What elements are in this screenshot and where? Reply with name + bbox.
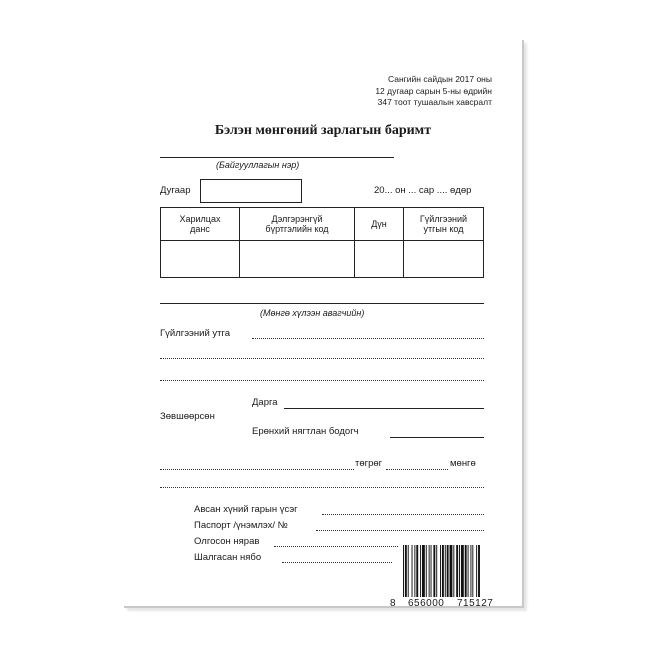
amount-mongo-label: мөнгө bbox=[450, 458, 476, 469]
signature-passport-label: Паспорт /үнэмлэх/ № bbox=[194, 520, 288, 531]
barcode-group-1: 656000 bbox=[408, 598, 445, 609]
barcode-bar bbox=[414, 545, 415, 597]
transaction-purpose-line[interactable] bbox=[160, 380, 484, 381]
barcode-bar bbox=[420, 545, 421, 597]
director-label: Дарга bbox=[252, 397, 278, 408]
barcode-bar bbox=[468, 545, 469, 597]
barcode-bar bbox=[453, 545, 454, 597]
barcode-bar bbox=[459, 545, 460, 597]
signature-cashier-label: Олгосон нярав bbox=[194, 536, 260, 547]
approved-label: Зөвшөөрсөн bbox=[160, 411, 215, 422]
legal-note-line: 347 тоот тушаалын хавсралт bbox=[377, 97, 492, 107]
header-text: Дэлгэрэнгүй bbox=[271, 214, 323, 224]
barcode-bar bbox=[478, 545, 480, 597]
header-account bbox=[161, 208, 240, 241]
signature-checked-label: Шалгасан нябо bbox=[194, 552, 262, 563]
amount-words-line[interactable] bbox=[160, 487, 484, 488]
transaction-purpose-line[interactable] bbox=[160, 358, 484, 359]
signature-received-label: Авсан хүний гарын үсэг bbox=[194, 504, 298, 515]
barcode-first-digit: 8 bbox=[390, 598, 397, 609]
table-row bbox=[161, 241, 484, 278]
date-line: 20... он ... сар .... өдөр bbox=[374, 185, 472, 196]
barcode-bar bbox=[412, 545, 413, 597]
barcode-bar bbox=[465, 545, 467, 597]
signature-cashier-line[interactable] bbox=[274, 546, 398, 547]
cell-amount[interactable] bbox=[355, 241, 404, 278]
header-text: утгын код bbox=[423, 224, 464, 234]
barcode-bar bbox=[442, 545, 444, 597]
barcode-bar bbox=[422, 545, 425, 597]
director-signature-line[interactable] bbox=[284, 408, 484, 409]
barcode-bar bbox=[433, 545, 435, 597]
receiver-caption: (Мөнгө хүлээн авагчийн) bbox=[260, 308, 365, 318]
legal-note-line: Сангийн сайдын 2017 оны bbox=[388, 74, 492, 84]
header-text: Гүйлгээний bbox=[419, 214, 468, 224]
account-table bbox=[160, 207, 484, 278]
chief-accountant-signature-line[interactable] bbox=[390, 437, 484, 438]
chief-accountant-label: Ерөнхий нягтлан бодогч bbox=[252, 426, 359, 437]
barcode-bar bbox=[429, 545, 430, 597]
number-field[interactable] bbox=[200, 179, 302, 203]
receipt-form-sheet bbox=[124, 40, 524, 608]
barcode-bar bbox=[476, 545, 477, 597]
barcode-bar bbox=[405, 545, 407, 597]
barcode-group-2: 715127 bbox=[457, 598, 494, 609]
barcode-bar bbox=[408, 545, 409, 597]
transaction-purpose-label: Гүйлгээний утга bbox=[160, 328, 231, 339]
header-text: Дүн bbox=[371, 219, 387, 229]
number-label: Дугаар bbox=[160, 185, 191, 196]
barcode-bar bbox=[436, 545, 437, 597]
barcode-image bbox=[402, 545, 506, 597]
cell-detail-code[interactable] bbox=[240, 241, 355, 278]
cell-account[interactable] bbox=[161, 241, 240, 278]
header-text: бүртгэлийн код bbox=[265, 224, 329, 234]
transaction-purpose-line[interactable] bbox=[252, 338, 484, 339]
amount-currency-label: төгрөг bbox=[355, 458, 383, 469]
form-title: Бэлэн мөнгөний зарлагын баримт bbox=[214, 123, 432, 138]
barcode-bar bbox=[450, 545, 453, 597]
header-text: Харилцах bbox=[179, 214, 221, 224]
barcode-bar bbox=[416, 545, 418, 597]
barcode-bar bbox=[431, 545, 432, 597]
signature-checked-line[interactable] bbox=[282, 562, 392, 563]
barcode-bar bbox=[403, 545, 404, 597]
signature-passport-line[interactable] bbox=[316, 530, 484, 531]
table-header-row bbox=[161, 208, 484, 241]
barcode-bar bbox=[440, 545, 441, 597]
barcode-bar bbox=[470, 545, 471, 597]
receiver-line[interactable] bbox=[160, 303, 484, 304]
barcode-bar bbox=[445, 545, 446, 597]
header-text: данс bbox=[190, 224, 210, 234]
signature-received-line[interactable] bbox=[322, 514, 484, 515]
barcode-bar bbox=[461, 545, 464, 597]
header-transaction-code bbox=[404, 208, 484, 241]
legal-note bbox=[375, 74, 492, 109]
cell-transaction-code[interactable] bbox=[404, 241, 484, 278]
header-detail-code bbox=[240, 208, 355, 241]
legal-note-line: 12 дугаар сарын 5-ны өдрийн bbox=[375, 85, 492, 96]
org-name-line[interactable] bbox=[160, 157, 394, 158]
amount-mongo-line[interactable] bbox=[386, 469, 448, 470]
org-name-caption: (Байгууллагын нэр) bbox=[216, 160, 300, 170]
amount-tugrug-line[interactable] bbox=[160, 469, 354, 470]
header-amount bbox=[355, 208, 404, 241]
barcode-bar bbox=[456, 545, 458, 597]
barcode-bar bbox=[447, 545, 449, 597]
barcode-bar bbox=[472, 545, 473, 597]
barcode-bar bbox=[426, 545, 427, 597]
